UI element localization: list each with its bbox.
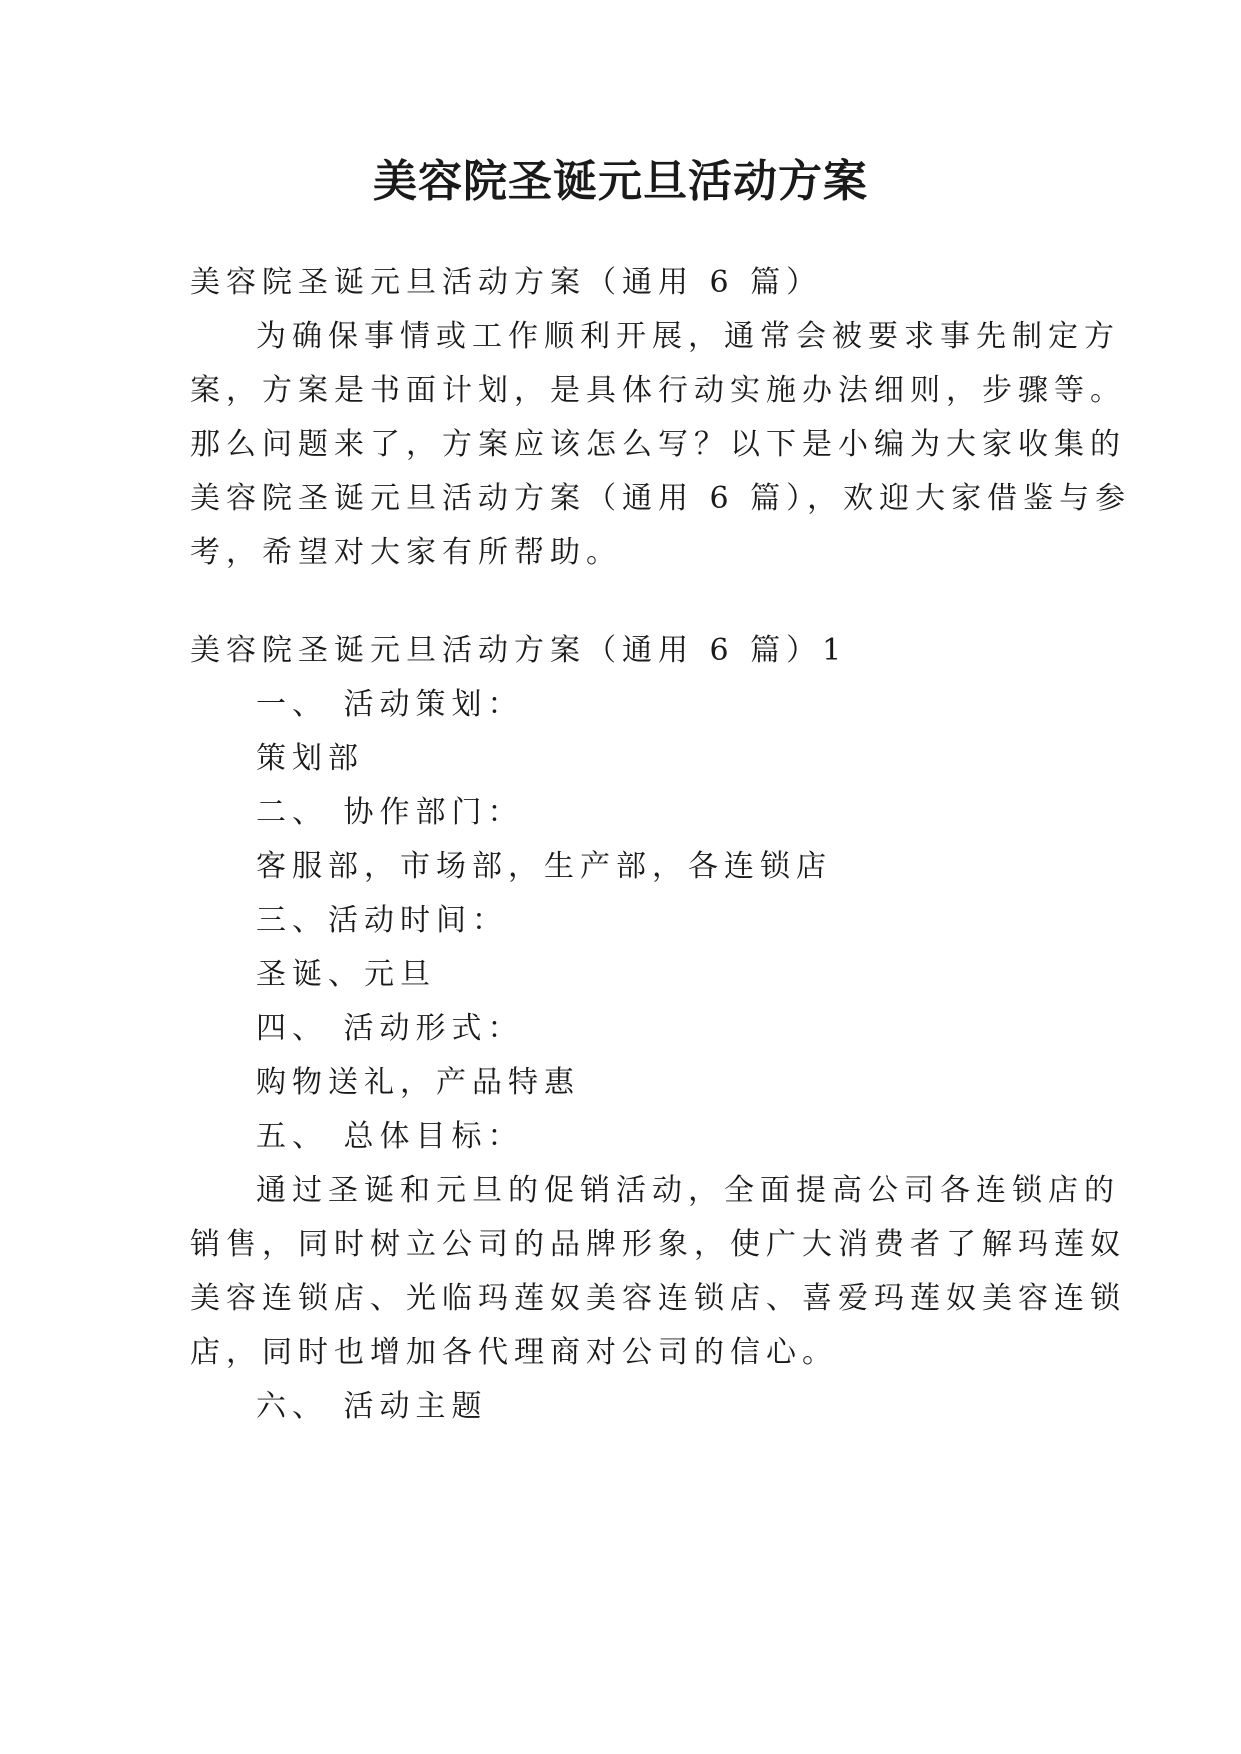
item-heading: 四、 活动形式： [256,1011,524,1046]
item-text: 客服部，市场部，生产部，各连锁店 [256,849,832,884]
item-heading: 三、活动时间： [256,903,508,938]
item-heading: 二、 协作部门： [256,795,524,830]
document-subtitle: 美容院圣诞元旦活动方案（通用 6 篇） [190,265,823,300]
intro-line: 为确保事情或工作顺利开展，通常会被要求事先制定方 [256,319,1120,354]
goal-line: 美容连锁店、光临玛莲奴美容连锁店、喜爱玛莲奴美容连锁 [190,1281,1126,1316]
goal-line: 通过圣诞和元旦的促销活动，全面提高公司各连锁店的 [256,1173,1120,1208]
intro-line: 考，希望对大家有所帮助。 [190,535,622,570]
item-heading: 一、 活动策划： [256,687,524,722]
item-text: 购物送礼，产品特惠 [256,1065,580,1100]
goal-line: 销售，同时树立公司的品牌形象，使广大消费者了解玛莲奴 [190,1227,1126,1262]
intro-line: 美容院圣诞元旦活动方案（通用 6 篇），欢迎大家借鉴与参 [190,481,1132,516]
item-heading: 六、 活动主题 [256,1389,488,1424]
item-text: 策划部 [256,741,364,776]
section-title: 美容院圣诞元旦活动方案（通用 6 篇）1 [190,633,848,668]
intro-line: 案，方案是书面计划，是具体行动实施办法细则，步骤等。 [190,373,1126,408]
item-heading: 五、 总体目标： [256,1119,524,1154]
document-title: 美容院圣诞元旦活动方案 [373,156,868,207]
item-text: 圣诞、元旦 [256,957,436,992]
intro-line: 那么问题来了，方案应该怎么写？以下是小编为大家收集的 [190,427,1126,462]
goal-line: 店，同时也增加各代理商对公司的信心。 [190,1335,838,1370]
